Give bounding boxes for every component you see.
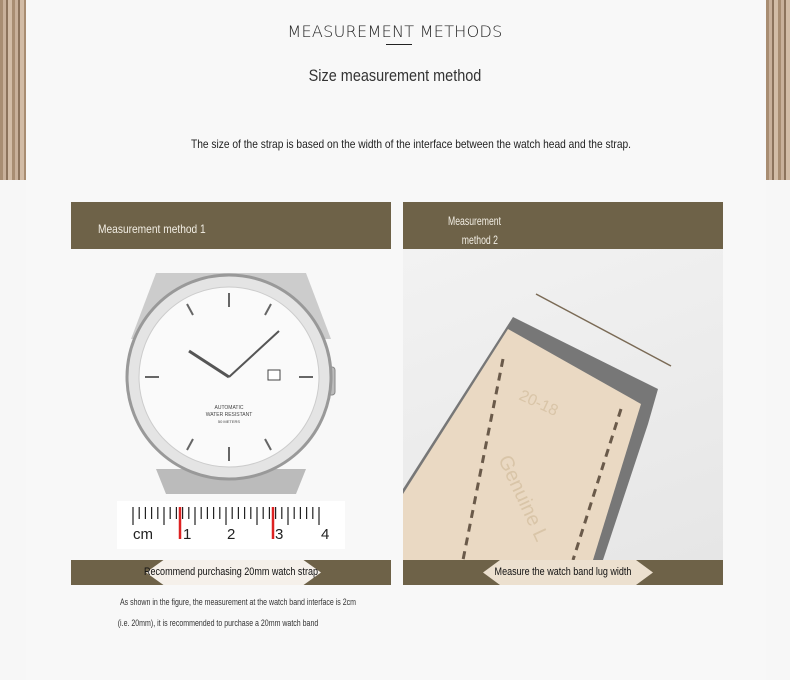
method-2-label-line1: Measurement — [448, 214, 502, 228]
strap-illustration — [403, 249, 723, 560]
ruler-tick-1: 1 — [183, 526, 192, 543]
title-underline — [386, 44, 412, 45]
note-line-2: (i.e. 20mm), it is recommended to purchase a 20mm watch band — [117, 618, 319, 628]
description: The size of the strap is based on the width of the interface between the watch head and the strap. — [190, 137, 632, 151]
strap-image — [403, 249, 723, 560]
dial-text-1: AUTOMATIC — [214, 405, 244, 411]
method-1-label: Measurement method 1 — [98, 222, 206, 236]
section-subtitle: Size measurement method — [308, 66, 482, 85]
watch-ruler-image — [71, 249, 391, 560]
method-2-header — [403, 202, 723, 249]
strap-emboss-size: 20-18 — [516, 387, 561, 420]
strap-emboss-brand: Genuine L — [493, 451, 553, 545]
ruler-tick-3: 3 — [275, 526, 284, 543]
method-2-label — [448, 212, 510, 250]
method-1-header — [71, 202, 391, 249]
method-2-caption-bar — [403, 560, 723, 585]
watch-illustration — [71, 249, 391, 560]
method-2-caption: Measure the watch band lug width — [494, 566, 632, 578]
dial-text-2: WATER RESISTANT — [205, 412, 253, 418]
method-1-caption-bar — [71, 560, 391, 585]
method-2-label-line2: method 2 — [461, 233, 498, 247]
note-line-1: As shown in the figure, the measurement at the watch band interface is 2cm — [119, 597, 357, 607]
dial-text-3: 50 METERS — [217, 419, 241, 424]
ruler-tick-2: 2 — [227, 526, 236, 543]
ruler-unit: cm — [133, 526, 153, 543]
ruler-tick-4: 4 — [321, 526, 330, 543]
method-1-caption: Recommend purchasing 20mm watch strap — [144, 566, 318, 578]
page-title: MEASUREMENT METHODS — [287, 22, 503, 41]
